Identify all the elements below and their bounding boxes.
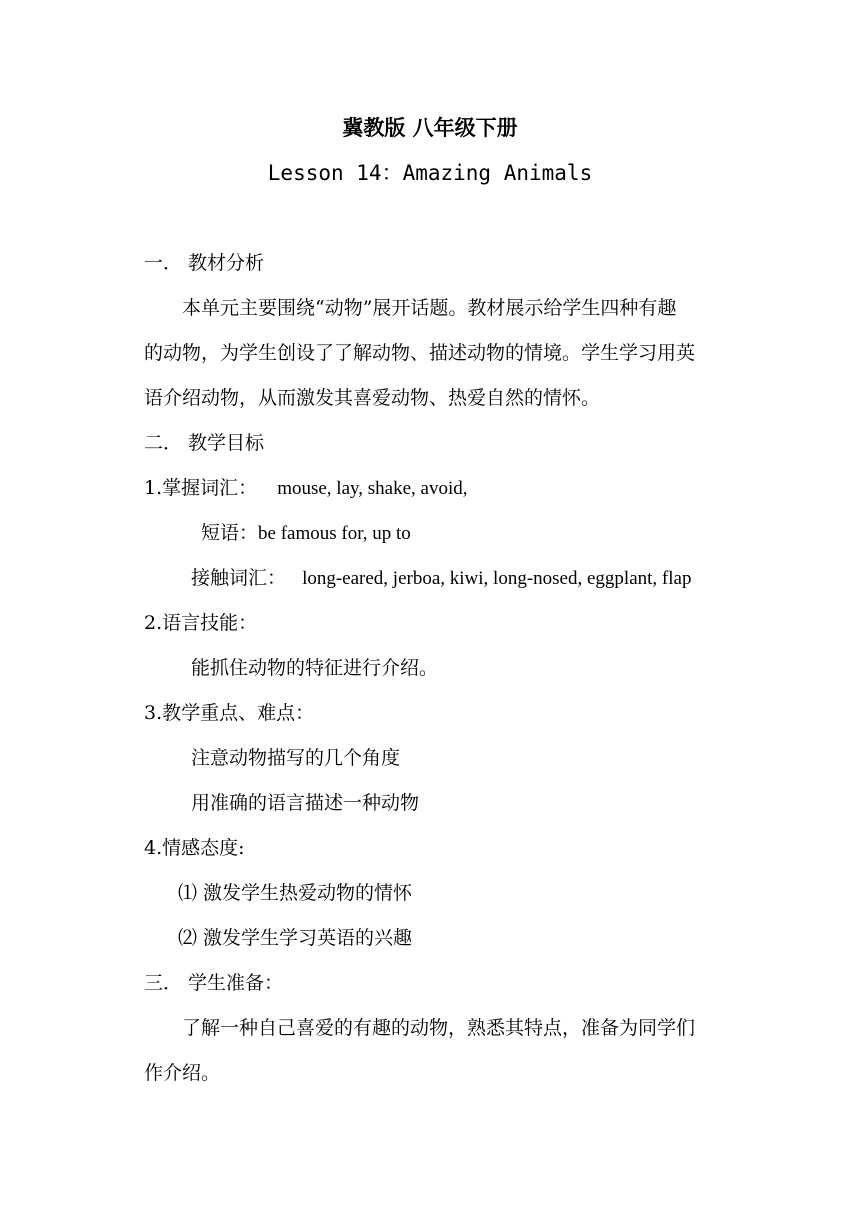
section-1-paragraph-line-1: 本单元主要围绕“动物”展开话题。教材展示给学生四种有趣 (182, 297, 677, 319)
vocab-words: mouse, lay, shake, avoid, (277, 478, 468, 499)
contact-vocab-words: long-eared, jerboa, kiwi, long-nosed, eggplant, flap (302, 568, 692, 589)
vocab-label: 1.掌握词汇： (144, 477, 258, 499)
attitude-label: 4.情感态度: (144, 837, 245, 859)
section-1-paragraph-line-2: 的动物，为学生创设了了解动物、描述动物的情境。学生学习用英 (144, 342, 696, 364)
phrases-item (201, 520, 411, 547)
key-points-text-1: 注意动物描写的几个角度 (191, 747, 401, 769)
section-1-paragraph-line-3: 语介绍动物，从而激发其喜爱动物、热爱自然的情怀。 (144, 387, 601, 409)
contact-vocab-item (191, 565, 691, 592)
section-3-heading: 三． 学生准备： (144, 972, 284, 994)
section-1-heading: 一． 教材分析 (144, 252, 265, 274)
document-subtitle: Lesson 14：Amazing Animals (267, 161, 593, 185)
key-points-label: 3.教学重点、难点： (144, 702, 315, 724)
contact-vocab-label: 接触词汇： (191, 567, 287, 589)
language-skills-label: 2.语言技能： (144, 612, 258, 634)
section-3-paragraph-line-2: 作介绍。 (144, 1062, 221, 1084)
section-2-heading: 二． 教学目标 (144, 432, 265, 454)
section-3-paragraph-line-1: 了解一种自己喜爱的有趣的动物，熟悉其特点，准备为同学们 (182, 1017, 696, 1039)
document-title: 冀教版 八年级下册 (342, 115, 518, 140)
attitude-text-2: ⑵ 激发学生学习英语的兴趣 (178, 927, 413, 949)
phrases-label: 短语： (201, 522, 259, 544)
vocab-item (144, 475, 468, 502)
key-points-text-2: 用准确的语言描述一种动物 (191, 792, 420, 814)
language-skills-text: 能抓住动物的特征进行介绍。 (191, 657, 439, 679)
phrases-text: be famous for, up to (258, 523, 411, 544)
attitude-text-1: ⑴ 激发学生热爱动物的情怀 (178, 882, 413, 904)
